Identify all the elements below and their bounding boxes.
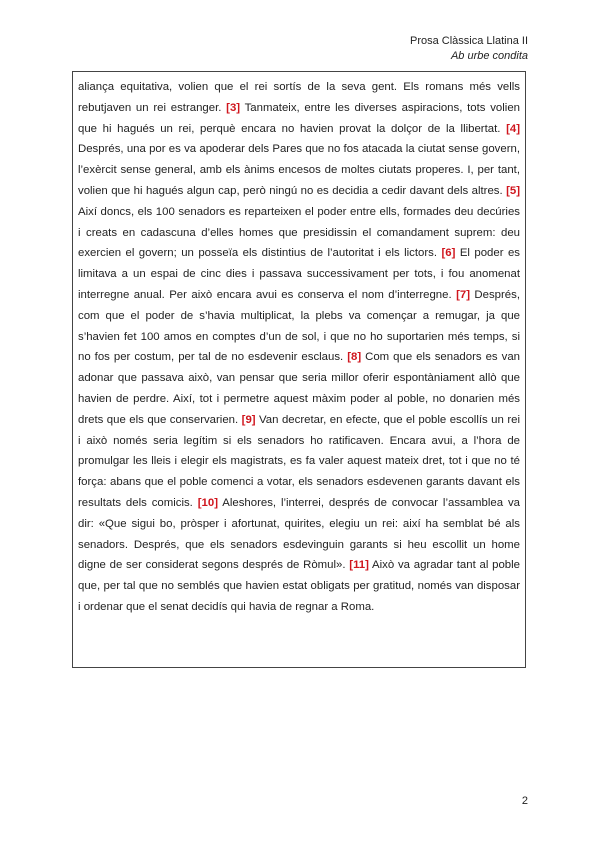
- section-reference: [4]: [506, 122, 520, 135]
- section-reference: [5]: [506, 184, 520, 197]
- text-segment: El poder es limitava a un espai de cinc dies i passava successivament per tots, i fou anomenat interregne anual. Per això encara avui es conserva el nom d’interregne.: [78, 247, 520, 301]
- translation-text-box: [72, 71, 526, 668]
- document-title: Prosa Clàssica Llatina II: [410, 35, 528, 47]
- text-segment: Després, una por es va apoderar dels Pares que no fos atacada la ciutat sense govern, l’exèrcit sense general, amb els ànims encesos de moltes ciutats properes. I, per tant, volien que hi hagués algun cap, però ningú no es decidia a cedir davant dels altres.: [78, 143, 520, 197]
- page-header: [410, 34, 528, 64]
- text-segment: Van decretar, en efecte, que el poble escollís un rei i això només seria legítim si els senadors ho ratificaven. Encara avui, a l’hora de promulgar les lleis i elegir els magistrats, es fa valer aquest mateix dret, tot i que no té força: abans que el poble comenci a votar, els senadors esdevenen garants davant els resultats dels comicis.: [78, 413, 520, 509]
- section-reference: [6]: [441, 247, 456, 260]
- text-segment: aliança equitativa, volien que el rei sortís de la seva gent. Els romans més vells rebutjaven un rei estranger.: [78, 81, 520, 114]
- page-number: 2: [521, 795, 528, 807]
- text-segment: Com que els senadors es van adonar que passava això, van pensar que seria millor oferir espontàniament allò que havien de perdre. Així, tot i permetre aquest màxim poder al poble, no donarien més drets que els que conservarien.: [78, 351, 520, 426]
- text-segment: Tanmateix, entre les diverses aspiracions, tots volien que hi hagués un rei, perquè encara no havien provat la dolçor de la llibertat.: [78, 101, 520, 135]
- text-segment: Així doncs, els 100 senadors es reparteixen el poder entre ells, formades deu decúries i creats en cadascuna d’elles homes que presidissin el comandament suprem: deu exercien el govern; un posseïa els distintius de l’autoritat i els lictors.: [78, 205, 520, 260]
- section-reference: [9]: [241, 413, 256, 426]
- section-reference: [3]: [226, 101, 241, 114]
- section-reference: [10]: [197, 496, 218, 509]
- section-reference: [11]: [349, 559, 369, 572]
- section-reference: [8]: [347, 351, 362, 364]
- section-reference: [7]: [456, 288, 470, 301]
- text-segment: Això va agradar tant al poble que, per tal que no semblés que havien estat obligats per gratitud, només van disposar i ordenar que el senat decidís qui havia de regnar a Roma.: [78, 559, 520, 613]
- text-segment: Aleshores, l’interrei, després de convocar l’assamblea va dir: «Que sigui bo, pròsper i afortunat, quirites, elegiu un rei: així ha semblat bé als senadors. Després, que els senadors esdevinguin garants si heu escollit un home digne de ser considerat segons després de Ròmul».: [78, 496, 520, 572]
- document-subtitle: Ab urbe condita: [450, 50, 528, 62]
- text-segment: Després, com que el poder de s’havia multiplicat, la plebs va començar a remugar, ja que s’havien fet 100 amos en comptes d’un de sol, i que no ho suportarien més temps, si no fos per costum, per tal de no esdevenir esclaus.: [78, 288, 520, 364]
